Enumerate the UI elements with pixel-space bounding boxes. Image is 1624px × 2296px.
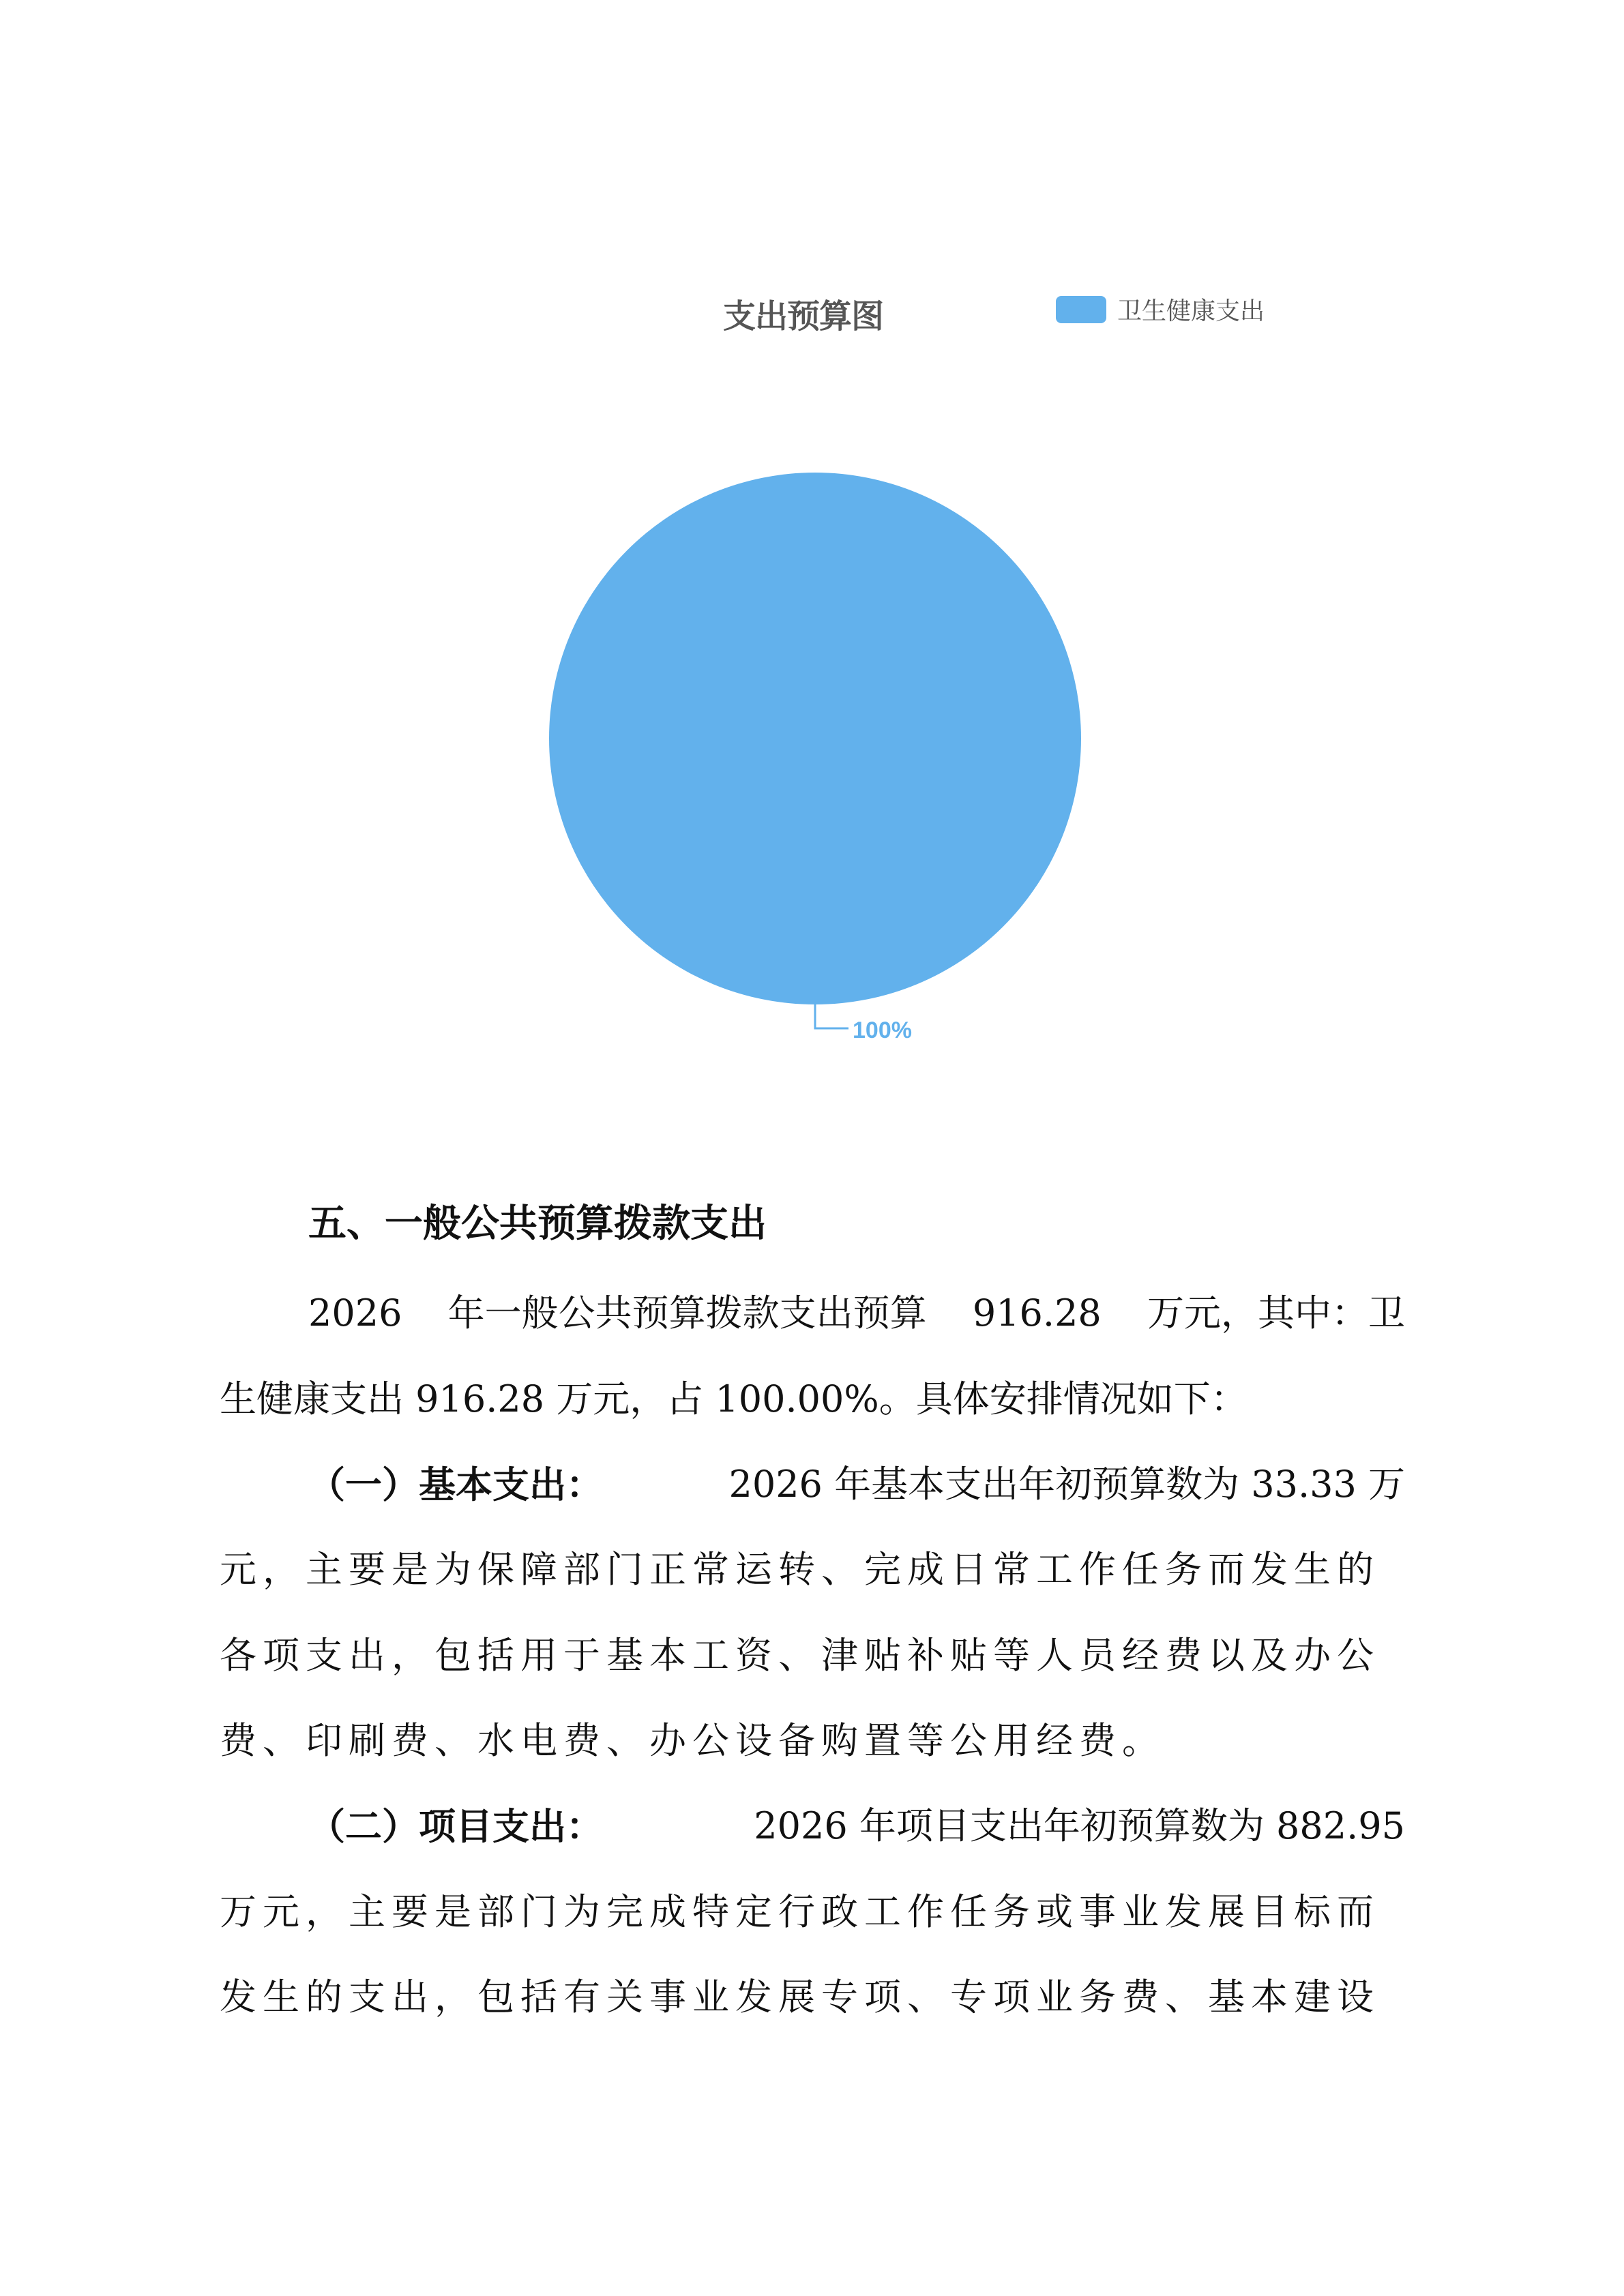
text-run: 年一般公共预算拨款支出预算 <box>447 1292 927 1335</box>
paragraph-line <box>308 1286 1405 1341</box>
chart-title: 支出预算图 <box>723 297 884 336</box>
paragraph-line: 生健康支出 916.28 万元，占 100.00%。具体安排情况如下： <box>220 1377 1247 1420</box>
section-heading: 五、一般公共预算拨款支出 <box>308 1202 767 1246</box>
text-run: 2026 年基本支出年初预算数为 33.33 万 <box>728 1463 1405 1506</box>
pie-label-leader-line <box>815 1004 848 1028</box>
paragraph-line: 各项支出，包括用于基本工资、津贴补贴等人员经费以及办公 <box>220 1634 1380 1677</box>
text-run: 万元，其中：卫 <box>1147 1292 1405 1335</box>
paragraph-line <box>308 1457 1405 1512</box>
subsection-label-basic: （一）基本支出： <box>308 1463 603 1506</box>
pie-slice-label: 100% <box>853 1017 912 1043</box>
legend-label: 卫生健康支出 <box>1117 297 1265 325</box>
paragraph-line: 元，主要是为保障部门正常运转、完成日常工作任务而发生的 <box>220 1548 1380 1591</box>
text-run: 916.28 <box>972 1292 1102 1335</box>
paragraph-line <box>308 1799 1405 1853</box>
paragraph-line: 万元，主要是部门为完成特定行政工作任务或事业发展目标而 <box>220 1890 1380 1933</box>
pie-slice-0[interactable] <box>549 473 1081 1004</box>
text-run: 2026 <box>308 1292 402 1335</box>
paragraph-line: 发生的支出，包括有关事业发展专项、专项业务费、基本建设 <box>220 1976 1380 2018</box>
text-run: 2026 年项目支出年初预算数为 882.95 <box>754 1804 1405 1847</box>
subsection-label-project: （二）项目支出： <box>308 1804 603 1848</box>
paragraph-line: 费、印刷费、水电费、办公设备购置等公用经费。 <box>220 1719 1165 1762</box>
